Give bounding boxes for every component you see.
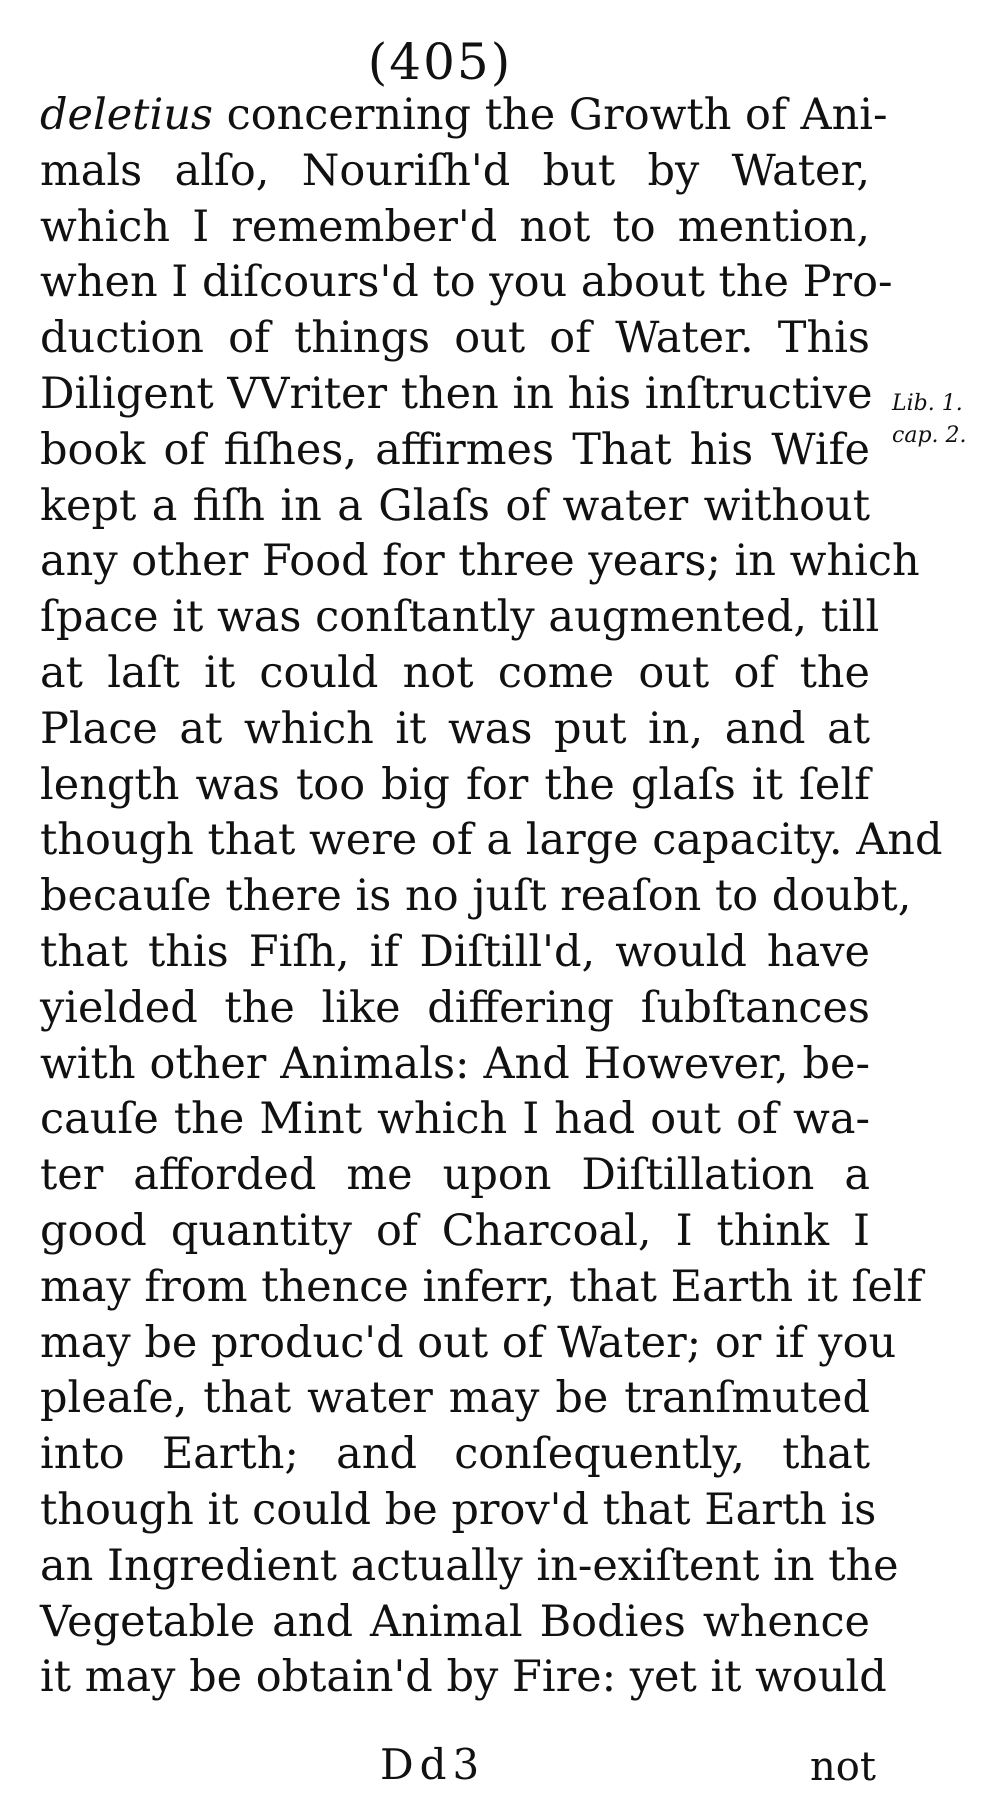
text-line-6: Diligent VVriter then in his inſtructive xyxy=(40,368,873,419)
text-line-10: ſpace it was conſtantly augmented, till xyxy=(40,592,880,643)
text-line-16: that this Fiſh, if Diſtill'd, would have xyxy=(40,926,870,977)
text-line-25: into Earth; and conſequently, that xyxy=(40,1429,870,1480)
text-line-8: kept a fiſh in a Glaſs of water without xyxy=(40,480,870,531)
text-line-23: may be produc'd out of Water; or if you xyxy=(40,1317,897,1368)
text-line-15: becauſe there is no juſt reaſon to doubt, xyxy=(40,871,912,922)
text-line-14: though that were of a large capacity. And xyxy=(40,815,943,866)
margin-note-chapter: cap. 2. xyxy=(892,423,967,448)
text-line-1 xyxy=(40,88,888,144)
text-line-12: Place at which it was put in, and at xyxy=(40,703,870,754)
text-line-27: an Ingredient actually in-exiſtent in the xyxy=(40,1540,899,1591)
text-line-28: Vegetable and Animal Bodies whence xyxy=(40,1596,870,1647)
text-line-13: length was too big for the glaſs it ſelf xyxy=(40,759,870,810)
text-line-29: it may be obtain'd by Fire: yet it would xyxy=(40,1652,887,1703)
page-number: (405) xyxy=(367,33,513,91)
italic-lead-word: deletius xyxy=(40,90,213,140)
text-line-5: duction of things out of Water. This xyxy=(40,313,870,364)
text-line-26: though it could be prov'd that Earth is xyxy=(40,1484,877,1535)
text-line-4: when I diſcours'd to you about the Pro- xyxy=(40,257,893,308)
text-line-18: with other Animals: And However, be- xyxy=(40,1038,870,1089)
text-line-3: which I remember'd not to mention, xyxy=(40,201,870,252)
text-line-22: may from thence inferr, that Earth it ſelf xyxy=(40,1261,923,1312)
text-line-9: any other Food for three years; in which xyxy=(40,536,920,587)
line-text: concerning the Growth of Ani- xyxy=(212,90,888,140)
text-line-19: cauſe the Mint which I had out of wa- xyxy=(40,1094,870,1145)
text-line-17: yielded the like differing ſubſtances xyxy=(40,982,870,1033)
text-line-20: ter afforded me upon Diſtillation a xyxy=(40,1150,870,1201)
text-line-7: book of fiſhes, affirmes That his Wife xyxy=(40,424,870,475)
signature-mark: Dd3 xyxy=(380,1740,486,1789)
text-line-2: mals alſo, Nouriſh'd but by Water, xyxy=(40,145,870,196)
text-line-21: good quantity of Charcoal, I think I xyxy=(40,1205,870,1256)
margin-note-book: Lib. 1. xyxy=(892,391,963,416)
text-line-24: pleaſe, that water may be tranſmuted xyxy=(40,1373,870,1424)
text-line-11: at laſt it could not come out of the xyxy=(40,647,870,698)
catchword: not xyxy=(810,1744,876,1790)
